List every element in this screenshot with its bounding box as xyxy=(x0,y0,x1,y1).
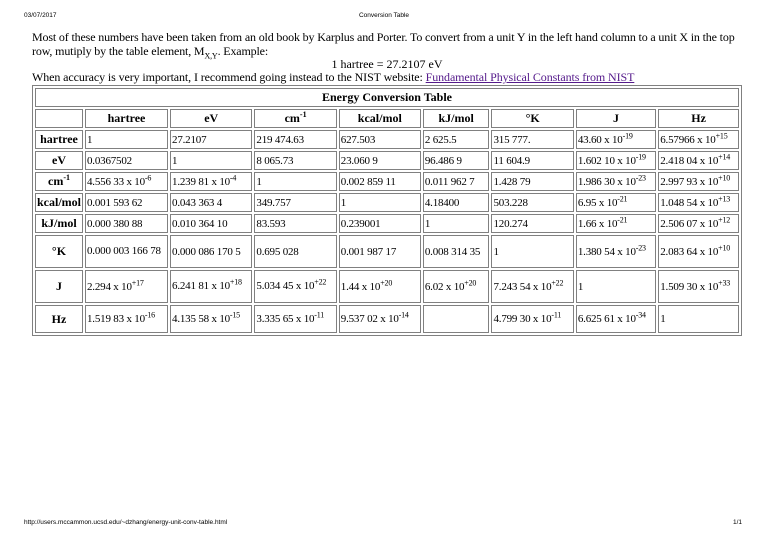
cell-value: 627.503 xyxy=(340,133,376,146)
column-header xyxy=(170,109,252,128)
cell-exponent: +15 xyxy=(715,130,728,140)
table-cell xyxy=(170,193,252,212)
cell-value: 4.799 30 x 10 xyxy=(493,313,552,325)
table-cell xyxy=(339,193,421,212)
table-title: Energy Conversion Table xyxy=(35,88,739,107)
cell-value: 0.000 003 166 78 xyxy=(87,245,161,257)
cell-value: 0.239001 xyxy=(340,217,381,230)
table-row xyxy=(35,151,739,170)
table-cell xyxy=(491,130,573,149)
table-cell xyxy=(170,172,252,191)
cell-value: 0.002 859 11 xyxy=(340,175,396,188)
cell-value: 219 474.63 xyxy=(256,133,304,146)
intro-text-a: Most of these numbers have been taken from an old book by Karplus and Porter. To convert from a unit Y in the left hand column to a unit X in the top row, mutiply by the table element, M xyxy=(32,30,735,58)
cell-value: 1 xyxy=(493,245,499,258)
print-footer xyxy=(0,519,768,529)
cell-exponent: -11 xyxy=(314,310,325,320)
cell-exponent: -15 xyxy=(229,310,240,320)
cell-value: 2.294 x 10 xyxy=(87,280,132,293)
table-cell xyxy=(658,130,739,149)
row-header-label: J xyxy=(56,279,62,293)
cell-value: 8 065.73 xyxy=(256,154,294,167)
table-cell xyxy=(254,151,336,170)
nist-note xyxy=(32,71,742,84)
column-header-superscript: -1 xyxy=(299,110,307,119)
table-cell xyxy=(339,305,421,333)
row-header xyxy=(35,270,83,303)
column-header xyxy=(658,109,739,128)
cell-exponent: -19 xyxy=(622,130,633,140)
table-cell xyxy=(423,270,490,303)
table-cell xyxy=(576,193,656,212)
table-cell xyxy=(423,214,490,233)
table-cell xyxy=(576,305,656,333)
table-cell xyxy=(423,235,490,268)
cell-exponent: +12 xyxy=(718,214,731,224)
cell-value: 6.57966 x 10 xyxy=(660,133,716,146)
table-cell xyxy=(576,270,656,303)
cell-value: 0.001 987 17 xyxy=(340,245,397,258)
cell-value: 503.228 xyxy=(493,196,528,209)
row-header-label: kcal/mol xyxy=(37,195,81,209)
corner-cell xyxy=(35,109,83,128)
cell-exponent: -21 xyxy=(617,214,628,224)
cell-exponent: -4 xyxy=(229,172,237,182)
table-cell xyxy=(658,151,739,170)
column-header xyxy=(85,109,168,128)
cell-exponent: -19 xyxy=(635,151,646,161)
table-cell xyxy=(658,214,739,233)
cell-value: 9.537 02 x 10 xyxy=(340,312,399,325)
table-cell xyxy=(170,305,252,333)
cell-exponent: -14 xyxy=(398,309,409,319)
table-cell xyxy=(576,151,656,170)
cell-value: 0.043 363 4 xyxy=(172,196,223,209)
print-title: Conversion Table xyxy=(358,12,410,19)
cell-exponent: -23 xyxy=(635,172,646,182)
table-cell xyxy=(170,151,252,170)
column-header xyxy=(254,109,336,128)
row-header xyxy=(35,235,83,268)
cell-value: 6.625 61 x 10 xyxy=(577,313,636,325)
table-cell xyxy=(423,130,490,149)
table-cell xyxy=(423,151,490,170)
table-title-row xyxy=(35,88,739,107)
intro-text-b: . Example: xyxy=(217,43,269,58)
table-cell xyxy=(491,214,573,233)
cell-exponent: +22 xyxy=(551,277,564,287)
cell-value: 2.506 07 x 10 xyxy=(660,217,719,230)
cell-exponent: +20 xyxy=(464,277,477,287)
column-header-label: °K xyxy=(525,111,540,125)
cell-value: 7.243 54 x 10 xyxy=(493,280,552,293)
cell-value: 3.335 65 x 10 xyxy=(256,313,315,325)
table-cell xyxy=(339,151,421,170)
cell-value: 1.428 79 xyxy=(493,175,531,188)
table-row xyxy=(35,270,739,303)
cell-value: 1 xyxy=(424,217,431,230)
column-header xyxy=(491,109,573,128)
cell-value: 0.000 380 88 xyxy=(87,217,143,230)
table-cell xyxy=(576,172,656,191)
nist-note-text: When accuracy is very important, I recommend going instead to the NIST website: xyxy=(32,70,426,84)
column-header xyxy=(339,109,421,128)
row-header-label: °K xyxy=(51,244,67,258)
cell-value: 1.66 x 10 xyxy=(577,217,618,230)
cell-value: 1.44 x 10 xyxy=(340,280,381,293)
table-cell xyxy=(658,172,739,191)
cell-value: 4.18400 xyxy=(424,196,460,209)
table-cell xyxy=(491,235,573,268)
intro-subscript: X,Y xyxy=(204,50,218,60)
cell-value: 23.060 9 xyxy=(340,154,378,167)
example-line: 1 hartree = 27.2107 eV xyxy=(331,57,443,71)
table-cell xyxy=(85,193,168,212)
cell-value: 5.034 45 x 10 xyxy=(256,280,315,292)
table-cell xyxy=(339,130,421,149)
row-header xyxy=(35,193,83,212)
cell-value: 1 xyxy=(87,133,93,146)
cell-value: 83.593 xyxy=(256,217,286,230)
table-row xyxy=(35,172,739,191)
table-cell xyxy=(576,130,656,149)
table-cell xyxy=(339,270,421,303)
cell-value: 0.010 364 10 xyxy=(172,217,228,230)
cell-value: 1 xyxy=(256,175,262,188)
row-header-label: Hz xyxy=(51,311,67,326)
cell-exponent: +17 xyxy=(131,277,144,287)
table-cell xyxy=(85,305,168,333)
table-cell xyxy=(170,214,252,233)
table-cell xyxy=(254,172,336,191)
table-row xyxy=(35,305,739,333)
cell-value: 0.695 028 xyxy=(256,245,299,258)
cell-exponent: +33 xyxy=(718,277,731,287)
column-header xyxy=(423,109,490,128)
table-cell xyxy=(423,193,490,212)
cell-exponent: +10 xyxy=(718,172,731,182)
print-date: 03/07/2017 xyxy=(24,12,57,19)
cell-value: 1.048 54 x 10 xyxy=(660,196,719,209)
cell-value: 2.997 93 x 10 xyxy=(660,175,719,188)
table-cell xyxy=(85,270,168,303)
print-header xyxy=(0,12,768,22)
cell-value: 1.509 30 x 10 xyxy=(660,280,719,293)
cell-value: 4.556 33 x 10 xyxy=(87,175,145,188)
cell-value: 6.95 x 10 xyxy=(577,196,618,209)
cell-value: 0.000 086 170 5 xyxy=(172,245,241,258)
cell-value: 96.486 9 xyxy=(424,154,462,167)
cell-value: 1.986 30 x 10 xyxy=(577,175,636,188)
table-cell xyxy=(254,305,336,333)
table-cell xyxy=(85,151,168,170)
cell-exponent: -11 xyxy=(551,310,562,320)
cell-value: 6.241 81 x 10 xyxy=(172,280,230,292)
cell-exponent: -21 xyxy=(617,193,628,203)
table-cell xyxy=(254,193,336,212)
cell-exponent: -34 xyxy=(635,310,646,320)
table-cell xyxy=(491,193,573,212)
cell-value: 315 777. xyxy=(493,133,531,146)
cell-value: 2.083 64 x 10 xyxy=(660,245,719,258)
cell-value: 43.60 x 10 xyxy=(577,133,623,146)
cell-value: 2 625.5 xyxy=(424,133,457,146)
row-header-label: hartree xyxy=(40,132,78,146)
row-header xyxy=(35,130,83,149)
table-cell xyxy=(491,305,573,333)
table-cell xyxy=(254,270,336,303)
row-header-label: eV xyxy=(52,153,66,167)
cell-exponent: -16 xyxy=(144,310,155,320)
cell-exponent: +13 xyxy=(718,193,731,203)
cell-value: 0.008 314 35 xyxy=(424,245,481,258)
table-cell xyxy=(339,172,421,191)
row-header-superscript: -1 xyxy=(63,173,70,182)
table-row xyxy=(35,235,739,268)
cell-value: 1 xyxy=(172,154,178,167)
cell-value: 1.602 10 x 10 xyxy=(577,154,636,167)
cell-value: 1 xyxy=(340,196,347,209)
print-url: http://users.mccammon.ucsd.edu/~dzhang/energy-unit-conv-table.html xyxy=(24,519,228,526)
row-header xyxy=(35,172,83,191)
table-cell xyxy=(491,151,573,170)
table-cell xyxy=(491,270,573,303)
table-cell xyxy=(658,305,739,333)
column-header-label: cm xyxy=(284,111,300,125)
cell-value: 1.380 54 x 10 xyxy=(577,245,636,258)
page-content xyxy=(32,31,742,336)
energy-conversion-table xyxy=(32,85,742,336)
cell-value: 1 xyxy=(577,280,584,293)
table-cell xyxy=(658,193,739,212)
row-header xyxy=(35,214,83,233)
table-cell xyxy=(423,172,490,191)
cell-exponent: +22 xyxy=(314,277,327,287)
cell-value: 1 xyxy=(660,313,666,325)
table-cell xyxy=(85,235,168,268)
row-header xyxy=(35,305,83,333)
cell-value: 349.757 xyxy=(256,196,291,209)
cell-value: 27.2107 xyxy=(172,133,207,146)
table-cell xyxy=(423,305,490,333)
cell-value: 0.011 962 7 xyxy=(424,175,475,188)
table-row xyxy=(35,130,739,149)
table-cell xyxy=(658,270,739,303)
cell-exponent: -6 xyxy=(144,172,152,182)
cell-value: 6.02 x 10 xyxy=(424,280,465,293)
cell-value: 2.418 04 x 10 xyxy=(660,154,719,167)
cell-value: 1.239 81 x 10 xyxy=(172,175,230,188)
row-header-label: kJ/mol xyxy=(41,216,77,230)
column-header-row xyxy=(35,109,739,128)
print-page-number: 1/1 xyxy=(732,519,742,526)
cell-value: 1.519 83 x 10 xyxy=(87,313,145,325)
table-cell xyxy=(170,270,252,303)
table-cell xyxy=(254,214,336,233)
table-cell xyxy=(658,235,739,268)
intro-paragraph xyxy=(32,31,742,58)
cell-value: 4.135 58 x 10 xyxy=(172,313,230,325)
cell-value: 120.274 xyxy=(493,217,528,230)
column-header-label: kcal/mol xyxy=(357,111,402,125)
cell-value: 0.001 593 62 xyxy=(87,196,143,209)
column-header-label: Hz xyxy=(691,111,706,125)
table-cell xyxy=(254,235,336,268)
nist-link[interactable]: Fundamental Physical Constants from NIST xyxy=(425,70,635,84)
cell-value: 0.0367502 xyxy=(87,154,132,167)
column-header-label: kJ/mol xyxy=(438,111,474,125)
table-cell xyxy=(339,235,421,268)
column-header xyxy=(576,109,656,128)
column-header-label: J xyxy=(613,111,620,125)
cell-exponent: +20 xyxy=(380,277,393,287)
table-cell xyxy=(576,214,656,233)
table-row xyxy=(35,193,739,212)
column-header-label: eV xyxy=(204,111,219,125)
row-header xyxy=(35,151,83,170)
cell-value: 11 604.9 xyxy=(493,154,530,167)
table-cell xyxy=(170,235,252,268)
table-cell xyxy=(85,130,168,149)
table-cell xyxy=(576,235,656,268)
table-cell xyxy=(85,172,168,191)
table-cell xyxy=(254,130,336,149)
cell-exponent: +18 xyxy=(229,277,242,287)
table-cell xyxy=(491,172,573,191)
table-cell xyxy=(170,130,252,149)
cell-exponent: +10 xyxy=(718,242,731,252)
table-row xyxy=(35,214,739,233)
cell-exponent: -23 xyxy=(635,242,646,252)
cell-exponent: +14 xyxy=(718,151,731,161)
row-header-label: cm xyxy=(48,174,64,188)
table-cell xyxy=(339,214,421,233)
table-cell xyxy=(85,214,168,233)
column-header-label: hartree xyxy=(107,111,146,125)
